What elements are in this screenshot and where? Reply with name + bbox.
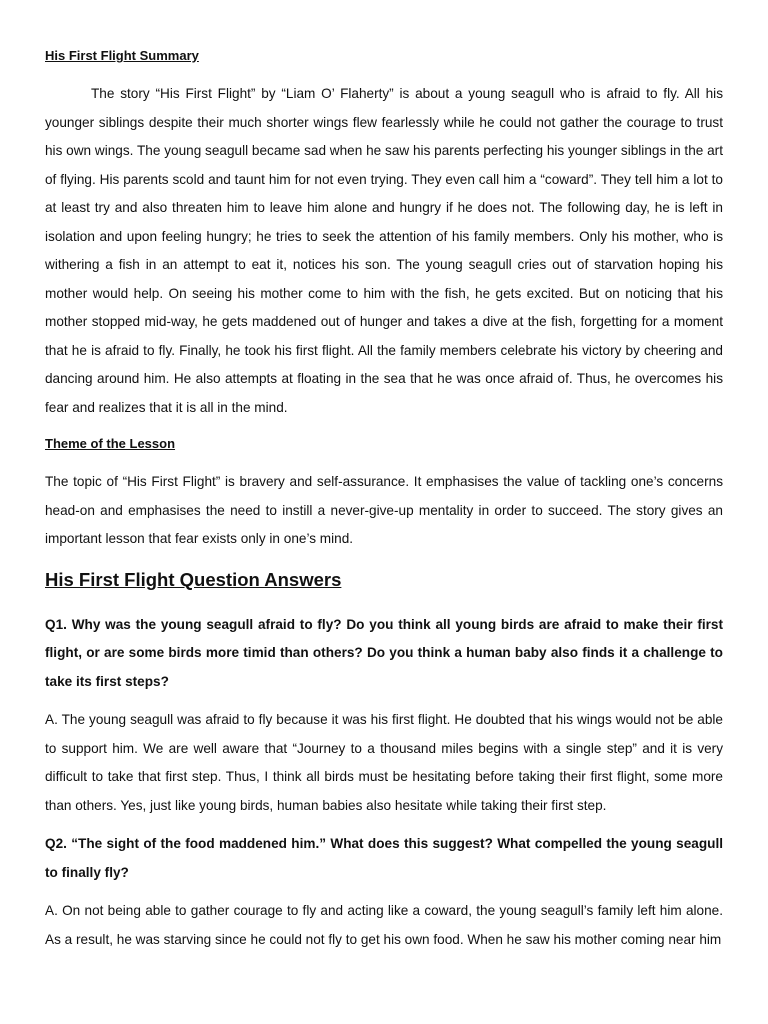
answer-2: A. On not being able to gather courage to fly and acting like a coward, the young seagull’s family left him alone. As a result, he was starving since he could not fly to get his own food. When he saw his mother coming near him xyxy=(45,903,723,947)
summary-paragraph: The story “His First Flight” by “Liam O’ Flaherty” is about a young seagull who is afraid to fly. All his younger siblings despite their much shorter wings flew fearlessly while he could not gather the courage to trust his own wings. The young seagull became sad when he saw his parents perfecting his younger siblings in the art of flying. His parents scold and taunt him for not even trying. They even call him a “coward”. They tell him a lot to at least try and also threaten him to leave him alone and hungry if he does not. The following day, he is left in isolation and upon feeling hungry; he tries to seek the attention of his family members. Only his mother, who is withering a fish in an attempt to eat it, notices his son. The young seagull cries out of starvation hoping his mother would help. On seeing his mother come to him with the fish, he gets excited. But on noticing that his mother stopped mid-way, he gets maddened out of hunger and takes a dive at the fish, forgetting for a moment that he is afraid to fly. Finally, he took his first flight. All the family members celebrate his victory by cheering and dancing around him. He also attempts at floating in the sea that he was once afraid of. Thus, he overcomes his fear and realizes that it is all in the mind. xyxy=(45,86,723,415)
theme-heading: Theme of the Lesson xyxy=(45,436,176,451)
qa-heading: His First Flight Question Answers xyxy=(45,568,342,590)
theme-paragraph: The topic of “His First Flight” is bravery and self-assurance. It emphasises the value of tackling one’s concerns head-on and emphasises the need to instill a never-give-up mentality in order to succeed. The story gives an important lesson that fear exists only in one’s mind. xyxy=(45,474,723,546)
question-2: Q2. “The sight of the food maddened him.” What does this suggest? What compelled the young seagull to finally fly? xyxy=(45,836,723,880)
summary-heading: His First Flight Summary xyxy=(45,48,199,63)
answer-1: A. The young seagull was afraid to fly because it was his first flight. He doubted that his wings would not be able to support him. We are well aware that “Journey to a thousand miles begins with a single step” and it is very difficult to take that first step. Thus, I think all birds must be hesitating before taking their first flight, some more than others. Yes, just like young birds, human babies also hesitate while taking their first step. xyxy=(45,712,723,813)
question-1: Q1. Why was the young seagull afraid to fly? Do you think all young birds are afraid to make their first flight, or are some birds more timid than others? Do you think a human baby also finds it a challenge to take its first steps? xyxy=(45,616,723,689)
